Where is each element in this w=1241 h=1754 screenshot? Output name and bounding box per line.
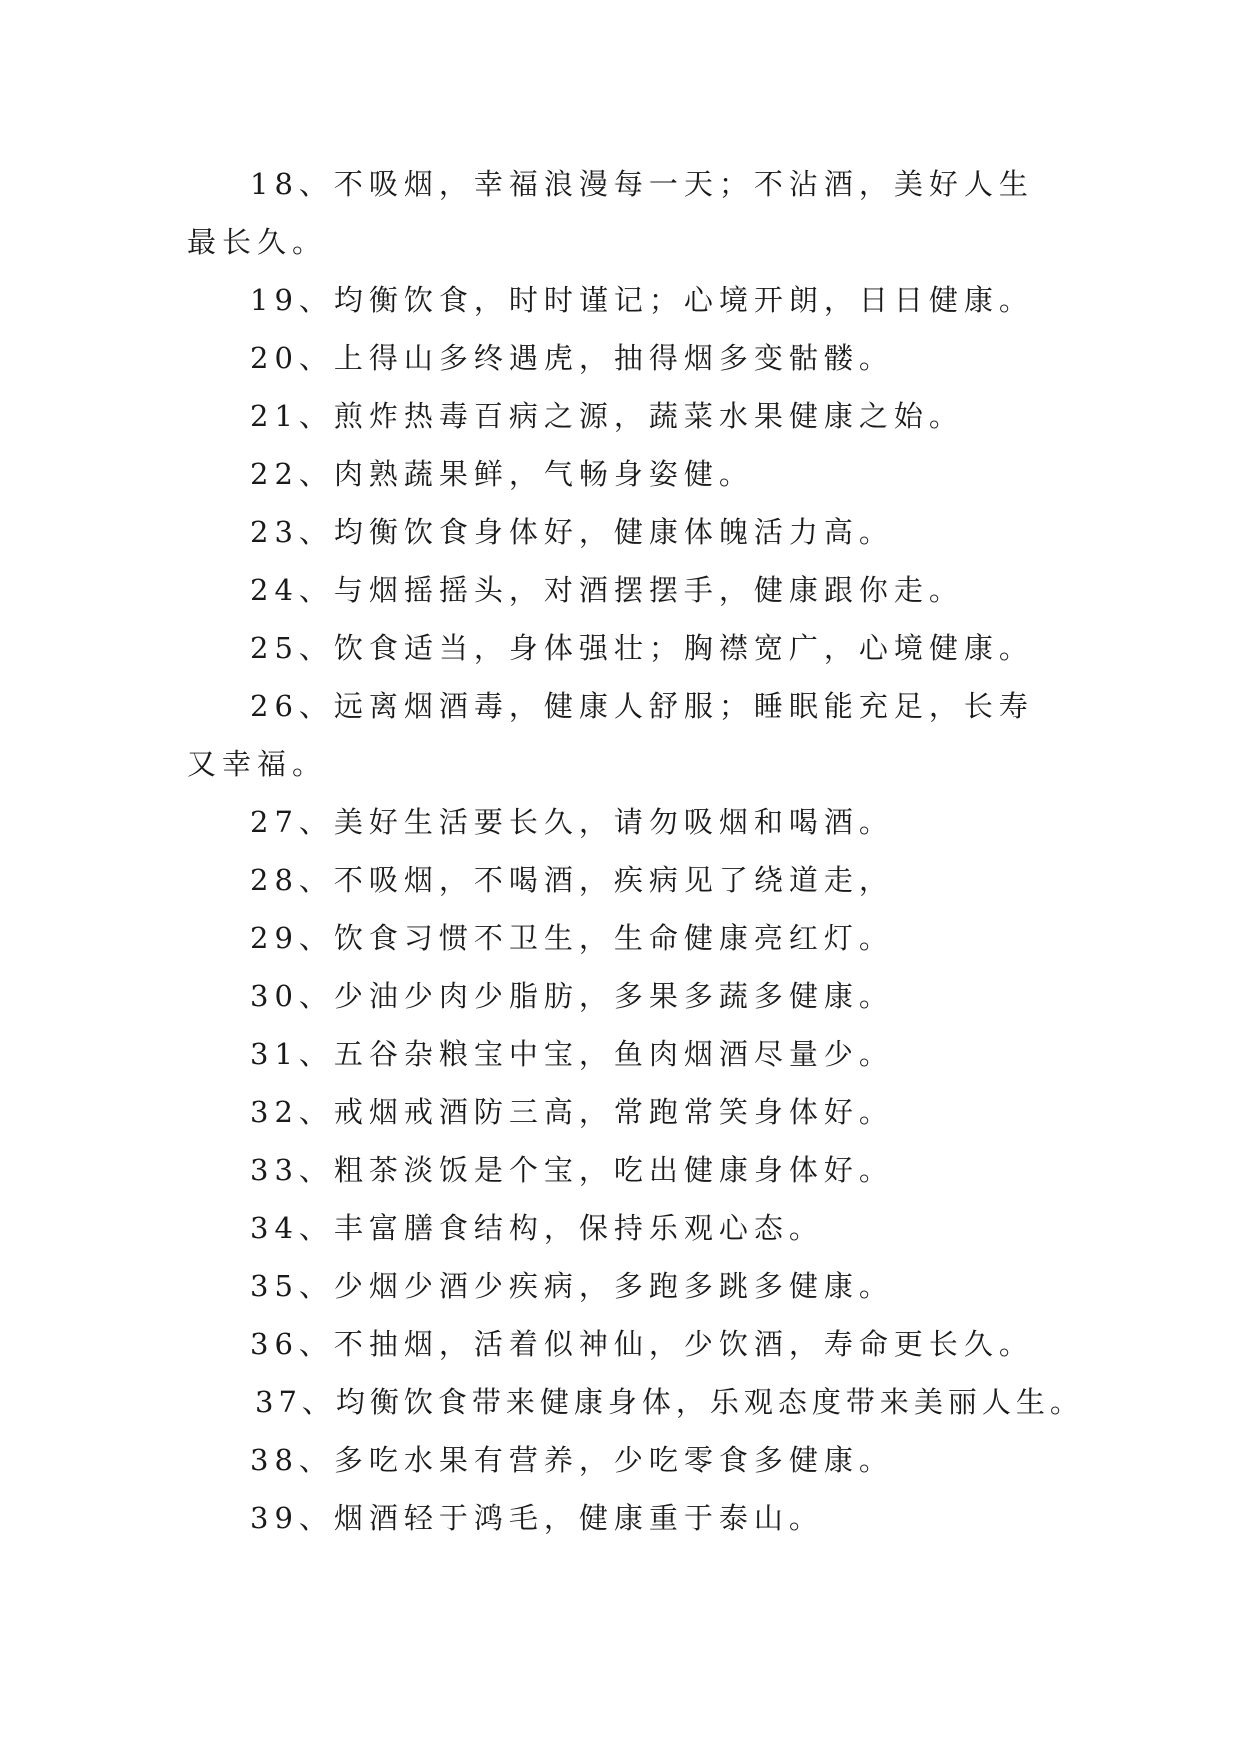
list-item: 39、烟酒轻于鸿毛，健康重于泰山。 [250, 1501, 824, 1535]
list-item: 31、五谷杂粮宝中宝，鱼肉烟酒尽量少。 [250, 1037, 894, 1071]
list-item: 26、远离烟酒毒，健康人舒服；睡眠能充足，长寿又幸福。 [187, 689, 1034, 781]
list-item: 20、上得山多终遇虎，抽得烟多变骷髅。 [250, 341, 894, 375]
list-item: 33、粗茶淡饭是个宝，吃出健康身体好。 [250, 1153, 894, 1187]
list-item: 25、饮食适当，身体强壮；胸襟宽广，心境健康。 [250, 631, 1034, 665]
list-item: 32、戒烟戒酒防三高，常跑常笑身体好。 [250, 1095, 894, 1129]
list-item: 30、少油少肉少脂肪，多果多蔬多健康。 [250, 979, 894, 1013]
list-item: 38、多吃水果有营养，少吃零食多健康。 [250, 1443, 894, 1477]
list-item: 35、少烟少酒少疾病，多跑多跳多健康。 [250, 1269, 894, 1303]
list-item: 18、不吸烟，幸福浪漫每一天；不沾酒，美好人生最长久。 [187, 167, 1034, 259]
list-item: 24、与烟摇摇头，对酒摆摆手，健康跟你走。 [250, 573, 964, 607]
list-item: 28、不吸烟，不喝酒，疾病见了绕道走， [250, 863, 894, 897]
slogan-list [187, 155, 1084, 1547]
list-item: 21、煎炸热毒百病之源，蔬菜水果健康之始。 [250, 399, 964, 433]
list-item: 22、肉熟蔬果鲜，气畅身姿健。 [250, 457, 754, 491]
list-item: 19、均衡饮食，时时谨记；心境开朗，日日健康。 [250, 283, 1034, 317]
list-item: 27、美好生活要长久，请勿吸烟和喝酒。 [250, 805, 894, 839]
list-item: 29、饮食习惯不卫生，生命健康亮红灯。 [250, 921, 894, 955]
list-item: 23、均衡饮食身体好，健康体魄活力高。 [250, 515, 894, 549]
list-item: 37、均衡饮食带来健康身体，乐观态度带来美丽人生。 [255, 1385, 1084, 1419]
list-item: 36、不抽烟，活着似神仙，少饮酒，寿命更长久。 [250, 1327, 1034, 1361]
list-item: 34、丰富膳食结构，保持乐观心态。 [250, 1211, 824, 1245]
